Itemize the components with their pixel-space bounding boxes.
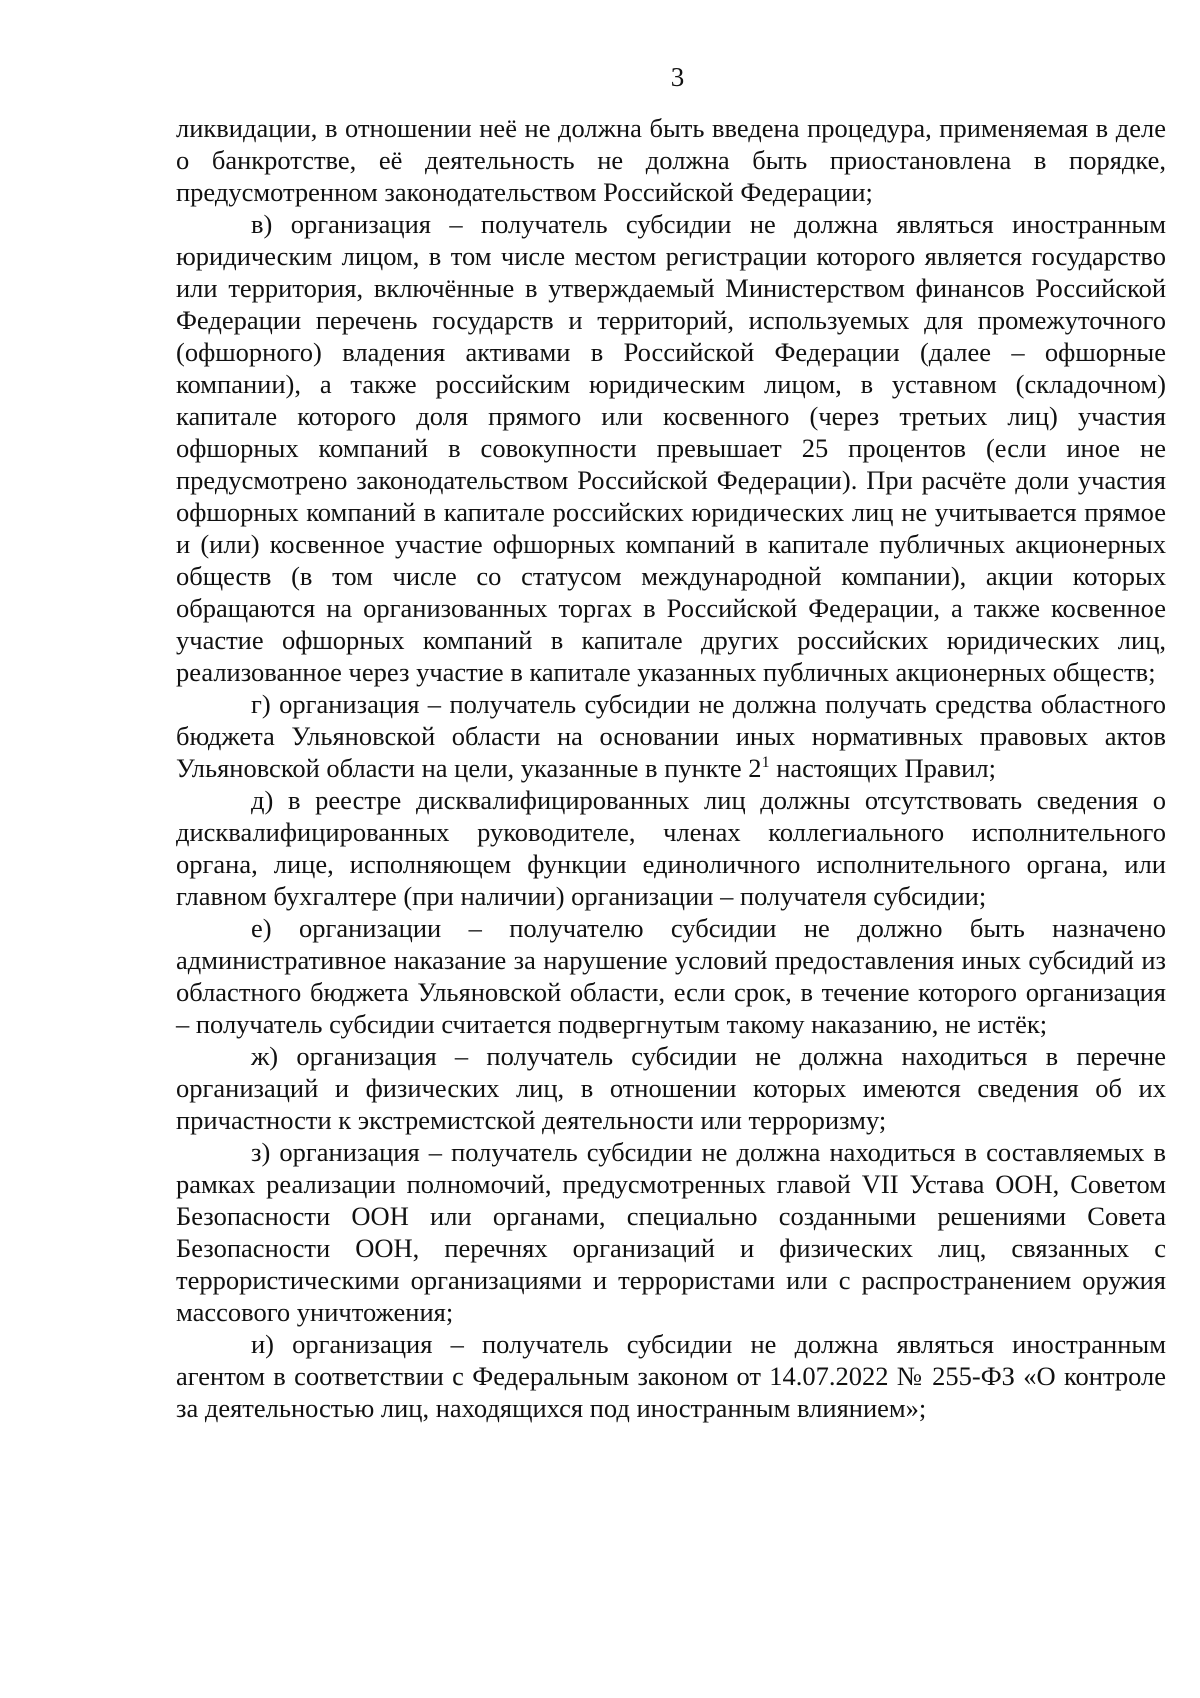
paragraph-item-g-text: г) организация – получатель субсидии не должна получать средства областного бюджета Ульяновской области на основании иных нормативных правовых актов Ульяновской области на цели, указанные в пункте 2 xyxy=(176,689,1166,783)
paragraph-item-d: д) в реестре дисквалифицированных лиц должны отсутствовать сведения о дисквалифицированных руководителе, членах коллегиального исполнительного органа, лице, исполняющем функции единоличного исполнительного органа, или главном бухгалтере (при наличии) организации – получателя субсидии; xyxy=(176,785,1166,911)
paragraph-item-zh: ж) организация – получатель субсидии не должна находиться в перечне организаций и физических лиц, в отношении которых имеются сведения об их причастности к экстремистской деятельности или терроризму; xyxy=(176,1041,1166,1135)
footnote-superscript: 1 xyxy=(761,754,770,772)
paragraph-item-v: в) организация – получатель субсидии не должна являться иностранным юридическим лицом, в том числе местом регистрации которого является государство или территория, включённые в утверждаемый Министерством финансов Российской Федерации перечень государств и территорий, используемых для промежуточного (офшорного) владения активами в Российской Федерации (далее – офшорные компании), а также российским юридическим лицом, в уставном (складочном) капитале которого доля прямого или косвенного (через третьих лиц) участия офшорных компаний в совокупности превышает 25 процентов (если иное не предусмотрено законодательством Российской Федерации). При расчёте доли участия офшорных компаний в капитале российских юридических лиц не учитывается прямое и (или) косвенное участие офшорных компаний в капитале публичных акционерных обществ (в том числе со статусом международной компании), акции которых обращаются на организованных торгах в Российской Федерации, а также косвенное участие офшорных компаний в капитале других российских юридических лиц, реализованное через участие в капитале указанных публичных акционерных обществ; xyxy=(176,209,1166,687)
paragraph-continuation: ликвидации, в отношении неё не должна быть введена процедура, применяемая в деле о банкротстве, её деятельность не должна быть приостановлена в порядке, предусмотренном законодательством Российской Федерации; xyxy=(176,113,1166,207)
paragraph-item-i: и) организация – получатель субсидии не должна являться иностранным агентом в соответствии с Федеральным законом от 14.07.2022 № 255-ФЗ «О контроле за деятельностью лиц, находящихся под иностранным влиянием»; xyxy=(176,1329,1166,1423)
document-body xyxy=(176,112,1166,1424)
page-number: 3 xyxy=(670,62,685,92)
paragraph-item-e: е) организации – получателю субсидии не должно быть назначено административное наказание за нарушение условий предоставления иных субсидий из областного бюджета Ульяновской области, если срок, в течение которого организация – получатель субсидии считается подвергнутым такому наказанию, не истёк; xyxy=(176,913,1166,1039)
paragraph-item-z: з) организация – получатель субсидии не должна находиться в составляемых в рамках реализации полномочий, предусмотренных главой VII Устава ООН, Советом Безопасности ООН или органами, специально созданными решениями Совета Безопасности ООН, перечнях организаций и физических лиц, связанных с террористическими организациями и террористами или с распространением оружия массового уничтожения; xyxy=(176,1137,1166,1327)
paragraph-item-g-tail: настоящих Правил; xyxy=(769,753,996,783)
paragraph-item-g xyxy=(176,688,1166,784)
